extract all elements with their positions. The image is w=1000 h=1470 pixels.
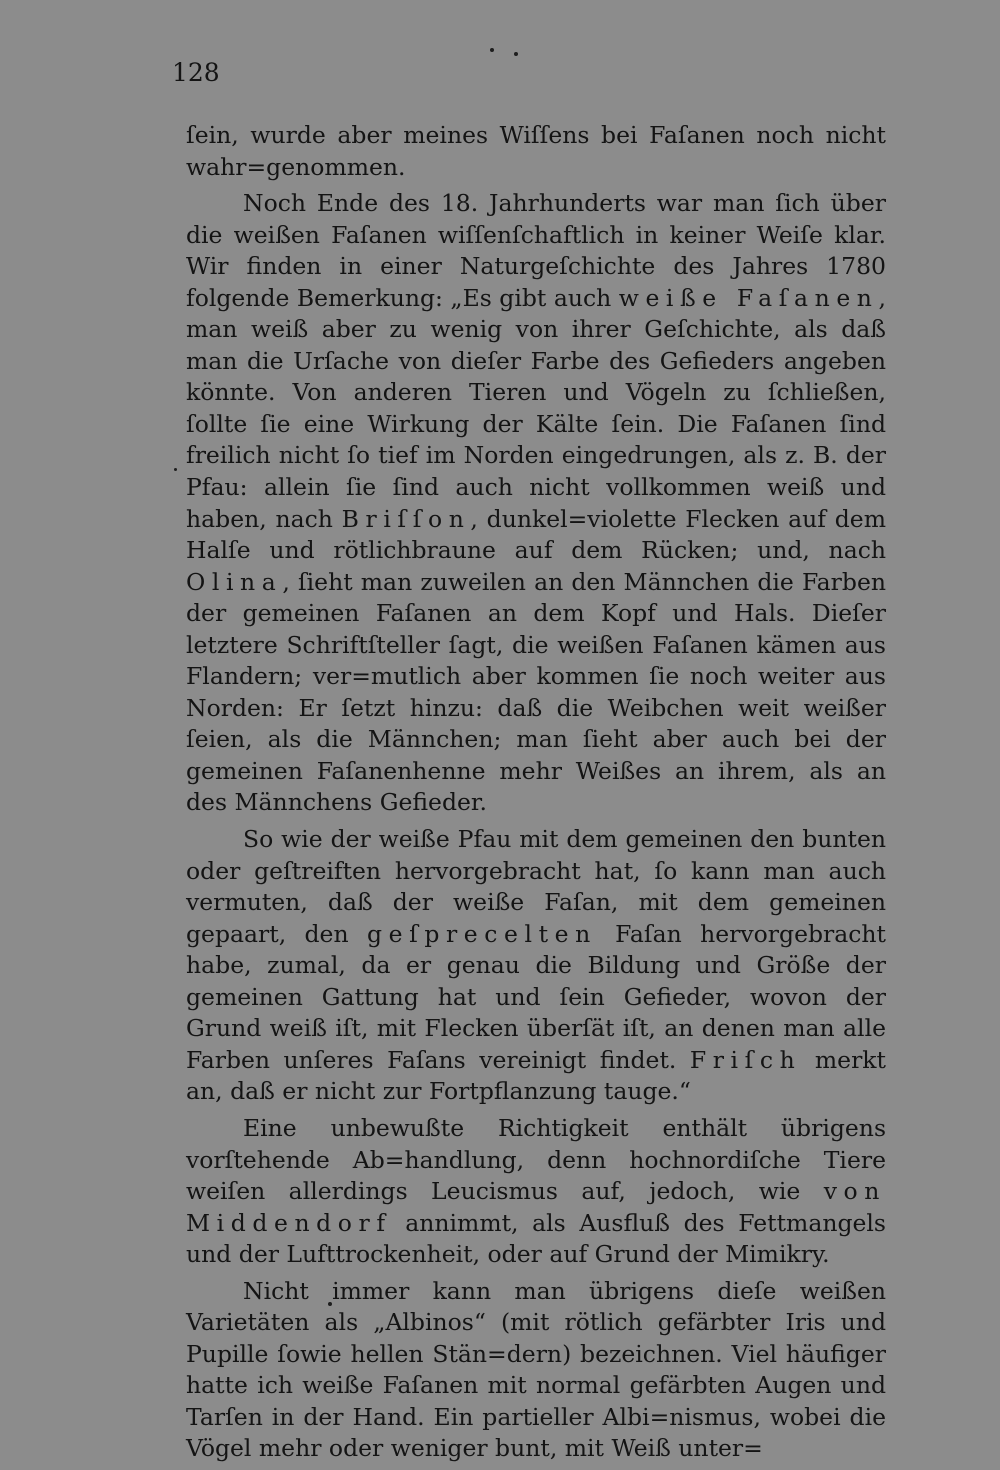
print-speck [174,468,177,471]
text-segment: , ſieht man zuweilen an den Männchen die Farben der gemeinen Faſanen an dem Kopf und Hals. Dieſer letztere Schriftſteller ſagt, die weißen Faſanen kämen aus Flandern; ver=mutlich aber kommen ſie noch weiter aus Norden: Er ſetzt hinzu: daß die Weibchen weit weißer ſeien, als die Männchen; man ſieht aber auch bei der gemeinen Faſanenhenne mehr Weißes an ihrem, als an des Männchens Gefieder. [186,567,886,817]
text-segment: Faſan hervorgebracht habe, zumal, da er genau die Bildung und Größe der gemeinen Gattung hat und ſein Gefieder, wovon der Grund weiß iſt, mit Flecken überſät iſt, an denen man alle Farben unſeres Faſans vereinigt findet. [186,919,887,1074]
paragraph [186,120,886,183]
spaced-emphasis: Olina [186,567,283,596]
text-segment: , dunkel=violette Flecken auf dem Halſe und rötlichbraune auf dem Rücken; und, nach [186,504,886,565]
spaced-emphasis: geſprecelten [366,919,597,948]
paragraph [186,824,886,1108]
text-segment: Eine unbewußte Richtigkeit enthält übrigens vorſtehende Ab=handlung, denn hochnordiſche Tiere weiſen allerdings Leucismus auf, jedoch, wie [186,1113,886,1206]
text-segment: ſein, wurde aber meines Wiſſens bei Faſanen noch nicht wahr=genommen. [186,121,886,181]
text-segment: merkt an, daß er nicht zur Fortpflanzung tauge.“ [186,1045,886,1106]
text-segment: Nicht immer kann man übrigens dieſe weißen Varietäten als „Albinos“ (mit rötlich gefärbter Iris und Pupille ſowie hellen Stän=dern) bezeichnen. Viel häufiger hatte ich weiße Faſanen mit normal gefärbten Augen und Tarſen in der Hand. Ein partieller Albi=nismus, wobei die Vögel mehr oder weniger bunt, mit Weiß unter= [186,1276,886,1463]
text-segment: annimmt, als Ausfluß des Fettmangels und der Lufttrockenheit, oder auf Grund der Mimikry. [186,1208,886,1269]
print-speck [514,52,518,56]
body-text [186,120,886,1470]
spaced-emphasis: weiße Faſanen [618,283,879,312]
print-speck [490,48,494,52]
paragraph [186,188,886,819]
spaced-emphasis: von Middendorf [186,1177,886,1237]
text-segment: , man weiß aber zu wenig von ihrer Geſchichte, als daß man die Urſache von dieſer Farbe des Gefieders angeben könnte. Von anderen Tieren und Vögeln zu ſchließen, ſollte ſie eine Wirkung der Kälte ſein. Die Faſanen ſind freilich nicht ſo tief im Norden eingedrungen, als z. B. der Pfau: allein ſie ſind auch nicht vollkommen weiß und haben, nach [186,283,887,533]
spaced-emphasis: Friſch [689,1045,802,1074]
page-number: 128 [172,58,220,87]
spaced-emphasis: Briſſon [341,504,471,533]
paragraph [186,1276,886,1465]
text-segment: Noch Ende des 18. Jahrhunderts war man ſich über die weißen Faſanen wiſſenſchaftlich in keiner Weiſe klar. Wir finden in einer Naturgeſchichte des Jahres 1780 folgende Bemerkung: „Es gibt auch [186,189,886,312]
paragraph [186,1113,886,1271]
text-segment: So wie der weiße Pfau mit dem gemeinen den bunten oder geſtreiften hervorgebracht hat, ſo kann man auch vermuten, daß der weiße Faſan, mit dem gemeinen gepaart, den [186,825,886,948]
